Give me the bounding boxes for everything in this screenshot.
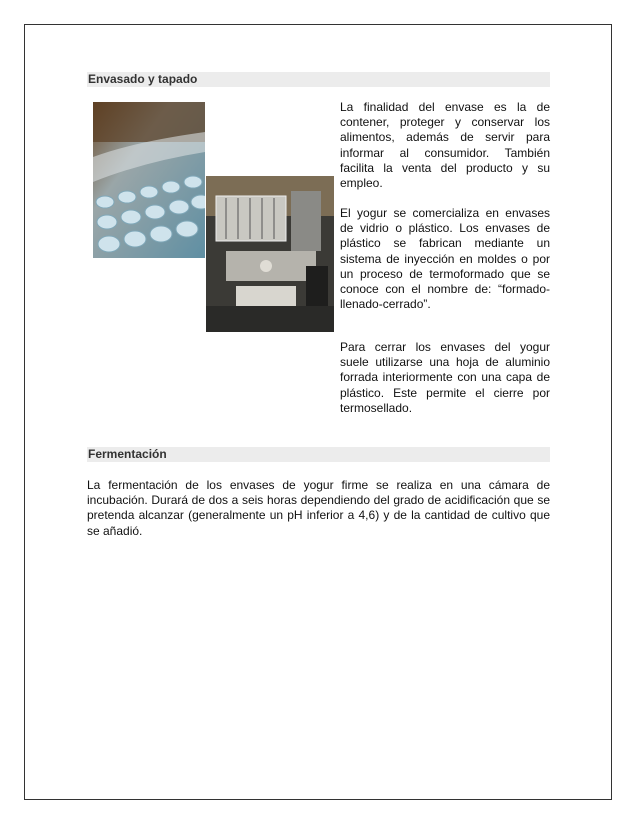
- packaging-paragraph-3: Para cerrar los envases del yogur suele utilizarse una hoja de aluminio forrada interiormente con una capa de plástico. Este permite el cierre por termosellado.: [340, 340, 550, 415]
- filling-machine-photo: [206, 176, 334, 332]
- packaging-paragraph-1: La finalidad del envase es la de contener, proteger y conservar los alimentos, además de servir para informar al consumidor. También facilita la venta del producto y su empleo.: [340, 100, 550, 191]
- packaging-paragraph-2: El yogur se comercializa en envases de vidrio o plástico. Los envases de plástico se fabrican mediante un sistema de inyección en moldes o por un proceso de termoformado que se conoce con el nombre de: “formado-llenado-cerrado”.: [340, 206, 550, 312]
- section-heading-packaging: Envasado y tapado: [87, 72, 550, 87]
- section-heading-fermentation: Fermentación: [87, 447, 550, 462]
- packaging-tray-photo: [93, 102, 205, 258]
- fermentation-paragraph: La fermentación de los envases de yogur firme se realiza en una cámara de incubación. Durará de dos a seis horas dependiendo del grado de acidificación que se pretenda alcanzar (generalmente un pH inferior a 4,6) y de la cantidad de cultivo que se añadió.: [87, 478, 550, 538]
